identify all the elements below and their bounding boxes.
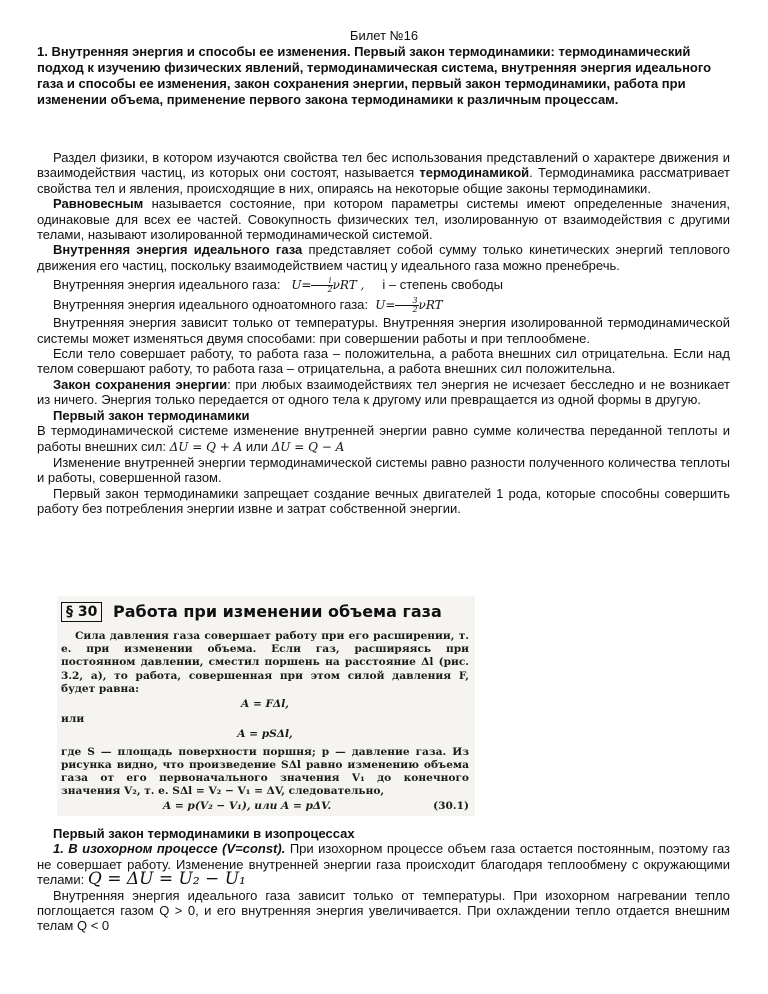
- section-badge: § 30: [61, 602, 102, 622]
- paragraph-isochoric: 1. В изохорном процессе (V=const). При изохорном процессе объем газа остается постоянным, поэтому газ не совершает работу. Изменение внутренней энергии газа происходит благодаря теплообмену с окружающими телами: Q = ΔU = U₂ − U₁: [37, 841, 730, 890]
- paragraph-perpetual-motion: Первый закон термодинамики запрещает создание вечных двигателей 1 рода, которые способны совершить работу без потребления энергии извне и затрат собственной энергии.: [37, 485, 730, 517]
- formula-isochoric: Q = ΔU = U₂ − U₁: [87, 869, 246, 890]
- scan-paragraph-1: Сила давления газа совершает работу при его расширении, т. е. при изменении объема. Если газ, расширяясь при постоянном давлении, сместил поршень на расстояние Δl (рис. 3.2, а), то работа, совершенная при этом силой давления F, будет равна:: [61, 630, 469, 695]
- term-equilibrium: Равновесным: [53, 196, 144, 212]
- text-block-2: [37, 826, 730, 934]
- paragraph-first-law: В термодинамической системе изменение внутренней энергии равно сумме количества переданной теплоты и работы внешних сил: ΔU = Q + A или ΔU = Q − A: [37, 423, 730, 454]
- paragraph-first-law-difference: Изменение внутренней энергии термодинамической системы равно разности полученного количества теплоты и работы, совершенной газом.: [37, 454, 730, 486]
- paragraph-equilibrium: Равновесным называется состояние, при котором параметры системы имеют определенные значения, одинаковые для всех ее частей. Совокупность физических тел, изолированную от взаимодействия с другими телами, называют изолированной термодинамической системой.: [37, 196, 730, 243]
- formula-internal-energy: U= $\frac{i}{2}$ νRT ,: [291, 276, 365, 295]
- paragraph-thermodynamics: Раздел физики, в котором изучаются свойства тел бес использования представлений о характере движения и взаимодействия частиц, из которых они состоят, называется термодинамикой. Термодинамика рассматривает свойства тел и явления, происходящие в них, опираясь на некоторые общие законы термодинамики.: [37, 150, 730, 196]
- scan-title: Работа при изменении объема газа: [113, 602, 442, 621]
- scan-equation-3: A = p(V₂ − V₁), или A = pΔV.: [162, 800, 332, 813]
- paragraph-internal-energy: Внутренняя энергия идеального газа представляет собой сумму только кинетических энергий теплового движения его частиц, поскольку взаимодействием частиц у идеального газа можно пренебречь.: [37, 242, 730, 273]
- scan-equation-number: (30.1): [433, 800, 469, 813]
- paragraph-conservation: Закон сохранения энергии: при любых взаимодействиях тел энергия не исчезает бесследно и не возникает из ничего. Энергия только передается от одного тела к другому или превращается из одной формы в другую.: [37, 376, 730, 408]
- question-heading: 1. Внутренняя энергия и способы ее изменения. Первый закон термодинамики: термодинамический подход к изучению физических явлений, термодинамическая система, внутренняя энергия идеального газа и способы ее изменения, закон сохранения энергии, первый закон термодинамики, работа при изменении объема, применение первого закона термодинамики к различным процессам.: [37, 44, 712, 107]
- scan-equation-2: A = pSΔl,: [237, 728, 293, 741]
- term-isochoric: 1. В изохорном процессе (V=const).: [53, 841, 286, 857]
- term-internal-energy: Внутренняя энергия идеального газа: [53, 242, 303, 258]
- section-title-isoprocesses: Первый закон термодинамики в изопроцессах: [53, 826, 355, 841]
- scan-equation-1: A = FΔl,: [241, 698, 289, 711]
- paragraph-isochoric-heating: Внутренняя энергия идеального газа зависит только от температуры. При изохорном нагревании тепло поглощается газом Q > 0, и его внутренняя энергия увеличивается. При охлаждении тепло отдается внешним телам Q < 0: [37, 887, 730, 934]
- term-thermodynamics: термодинамикой: [419, 165, 530, 181]
- formula-line-ideal-gas: Внутренняя энергия идеального газа: U= $\frac{i}{2}$ νRT , i – степень свободы: [53, 276, 503, 295]
- term-conservation-law: Закон сохранения энергии: [53, 376, 228, 392]
- scan-body: [61, 630, 469, 814]
- formula-line-monatomic-gas: Внутренняя энергия идеального одноатомного газа: U= $\frac{3}{2}$ νRT: [53, 296, 443, 315]
- scan-paragraph-2: где S — площадь поверхности поршня; p — давление газа. Из рисунка видно, что произведение SΔl равно изменению объема газа от его первоначального значения V₁ до конечного значения V₂, т. е. SΔl = V₂ − V₁ = ΔV, следовательно,: [61, 745, 469, 798]
- scan-equation-3-row: [61, 800, 469, 813]
- textbook-scan-image: [57, 596, 475, 816]
- paragraph-work-sign: Если тело совершает работу, то работа газа – положительна, а работа внешних сил отрицательна. Если над телом совершают работу, то работа газа – отрицательна, а работа внешних сил положительна.: [37, 346, 730, 377]
- ticket-number: Билет №16: [349, 28, 419, 43]
- text-block-1: [37, 150, 730, 517]
- paragraph-energy-change: Внутренняя энергия зависит только от температуры. Внутренняя энергия изолированной термодинамической системы может изменяться двумя способами: при совершении работы и при теплообмене.: [37, 315, 730, 346]
- section-title-first-law: Первый закон термодинамики: [53, 407, 250, 423]
- scan-or: или: [61, 713, 85, 726]
- scan-header: [61, 602, 461, 622]
- degrees-of-freedom-note: i – степень свободы: [382, 277, 503, 293]
- formula-monatomic-energy: U= $\frac{3}{2}$ νRT: [375, 296, 443, 315]
